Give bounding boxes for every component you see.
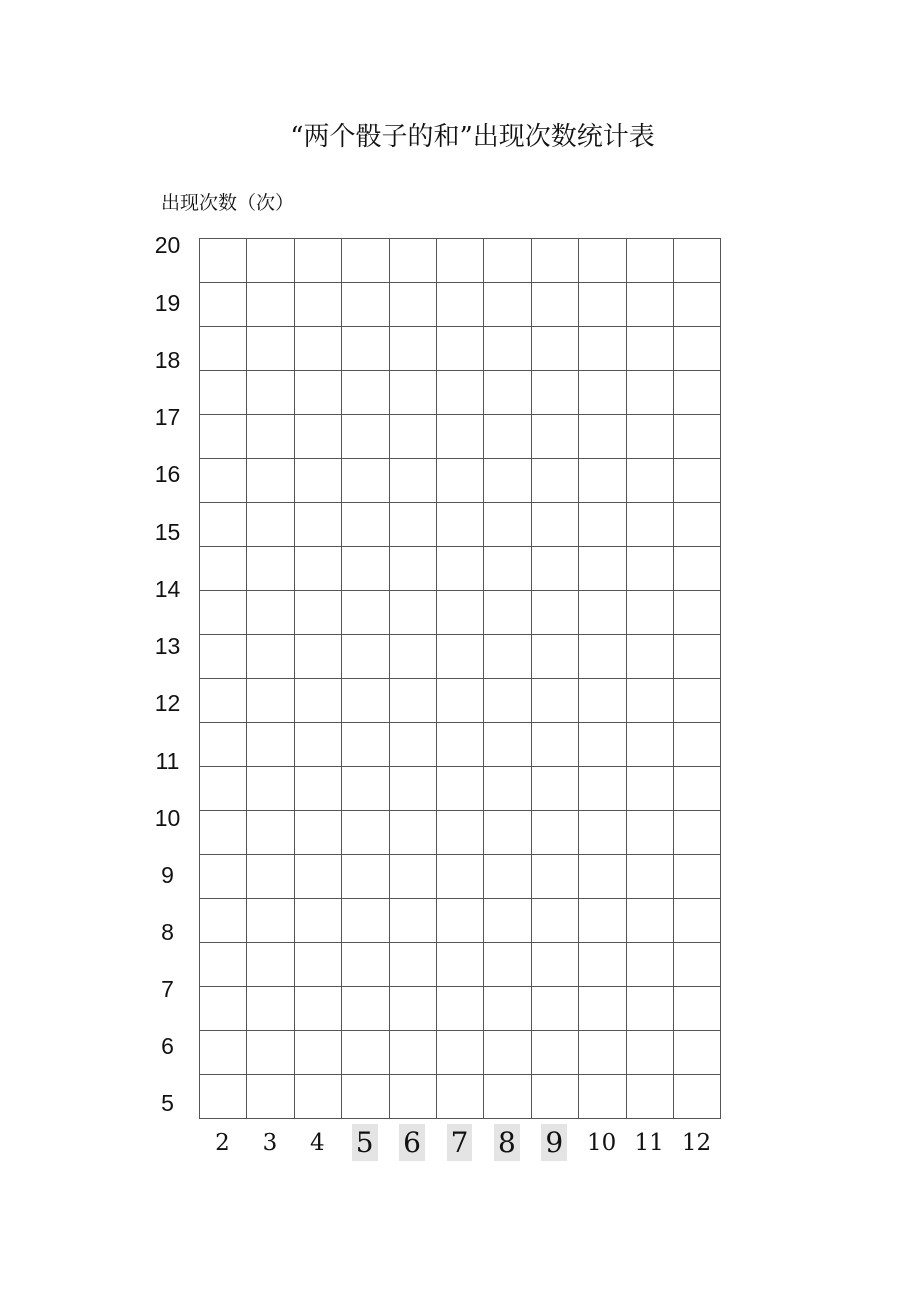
y-tick-label: 14 [154, 576, 181, 602]
grid-cell[interactable] [484, 547, 531, 591]
grid-row [200, 811, 721, 855]
grid-cell[interactable] [673, 767, 720, 811]
grid-cell[interactable] [389, 899, 436, 943]
grid-cell[interactable] [531, 239, 578, 283]
grid-cell[interactable] [342, 943, 389, 987]
grid-cell[interactable] [200, 371, 247, 415]
grid-cell[interactable] [673, 503, 720, 547]
grid-cell[interactable] [579, 1031, 626, 1075]
grid-cell[interactable] [200, 415, 247, 459]
grid-cell[interactable] [389, 371, 436, 415]
grid-cell[interactable] [579, 591, 626, 635]
grid-cell[interactable] [342, 899, 389, 943]
grid-cell[interactable] [294, 679, 341, 723]
grid-cell[interactable] [626, 459, 673, 503]
grid-cell[interactable] [294, 239, 341, 283]
grid-cell[interactable] [626, 679, 673, 723]
grid-cell[interactable] [342, 767, 389, 811]
x-tick-label [341, 1120, 388, 1166]
grid-cell[interactable] [294, 855, 341, 899]
grid-cell[interactable] [579, 327, 626, 371]
grid-row [200, 1031, 721, 1075]
grid-cell[interactable] [200, 943, 247, 987]
grid-row [200, 635, 721, 679]
grid-cell[interactable] [342, 503, 389, 547]
grid-cell[interactable] [673, 371, 720, 415]
grid-cell[interactable] [436, 239, 483, 283]
grid-cell[interactable] [247, 767, 294, 811]
grid-cell[interactable] [579, 1075, 626, 1119]
grid-row [200, 987, 721, 1031]
grid-cell[interactable] [436, 415, 483, 459]
grid-cell[interactable] [626, 547, 673, 591]
grid-cell[interactable] [436, 899, 483, 943]
grid-cell[interactable] [484, 591, 531, 635]
grid-cell[interactable] [247, 943, 294, 987]
grid-cell[interactable] [294, 811, 341, 855]
grid-cell[interactable] [579, 811, 626, 855]
grid-cell[interactable] [626, 371, 673, 415]
grid-cell[interactable] [531, 503, 578, 547]
x-tick-label [246, 1120, 293, 1166]
grid-cell[interactable] [200, 899, 247, 943]
grid-cell[interactable] [484, 723, 531, 767]
grid-cell[interactable] [247, 371, 294, 415]
y-tick-label: 9 [161, 862, 174, 888]
grid-cell[interactable] [294, 591, 341, 635]
grid-cell[interactable] [342, 415, 389, 459]
grid-cell[interactable] [200, 239, 247, 283]
grid-cell[interactable] [626, 327, 673, 371]
x-tick-text: 6 [399, 1124, 425, 1161]
grid-cell[interactable] [626, 591, 673, 635]
grid-cell[interactable] [436, 591, 483, 635]
grid-cell[interactable] [484, 811, 531, 855]
grid-cell[interactable] [673, 415, 720, 459]
x-tick-label [531, 1120, 578, 1166]
grid-cell[interactable] [531, 855, 578, 899]
grid-cell[interactable] [342, 283, 389, 327]
grid-cell[interactable] [200, 811, 247, 855]
grid-cell[interactable] [200, 1031, 247, 1075]
grid-cell[interactable] [579, 635, 626, 679]
grid-cell[interactable] [579, 987, 626, 1031]
grid-cell[interactable] [531, 767, 578, 811]
grid-cell[interactable] [531, 371, 578, 415]
grid-cell[interactable] [200, 723, 247, 767]
grid-cell[interactable] [247, 503, 294, 547]
grid-row [200, 855, 721, 899]
grid-cell[interactable] [531, 987, 578, 1031]
grid-row [200, 283, 721, 327]
y-tick-label: 19 [154, 290, 181, 316]
page-title: “两个骰子的和”出现次数统计表 [290, 122, 655, 152]
grid-cell[interactable] [484, 371, 531, 415]
x-axis-ticks [199, 1120, 720, 1170]
grid-cell[interactable] [200, 679, 247, 723]
grid-cell[interactable] [531, 811, 578, 855]
grid-cell[interactable] [484, 899, 531, 943]
grid-cell[interactable] [673, 1075, 720, 1119]
grid-cell[interactable] [626, 635, 673, 679]
grid-cell[interactable] [389, 283, 436, 327]
grid-cell[interactable] [342, 679, 389, 723]
grid-cell[interactable] [484, 635, 531, 679]
grid-cell[interactable] [294, 1031, 341, 1075]
grid-cell[interactable] [247, 723, 294, 767]
grid-cell[interactable] [342, 635, 389, 679]
grid-cell[interactable] [342, 1075, 389, 1119]
x-tick-label [578, 1120, 625, 1166]
grid-cell[interactable] [579, 239, 626, 283]
x-tick-text: 7 [447, 1124, 473, 1161]
grid-cell[interactable] [389, 635, 436, 679]
grid-cell[interactable] [484, 503, 531, 547]
grid-cell[interactable] [484, 1031, 531, 1075]
grid-cell[interactable] [626, 811, 673, 855]
grid-cell[interactable] [389, 679, 436, 723]
x-tick-label [673, 1120, 720, 1166]
grid-cell[interactable] [247, 415, 294, 459]
grid-cell[interactable] [294, 635, 341, 679]
grid-cell[interactable] [389, 987, 436, 1031]
grid-cell[interactable] [484, 327, 531, 371]
y-tick-label: 7 [161, 976, 174, 1002]
grid-cell[interactable] [436, 283, 483, 327]
grid-cell[interactable] [436, 987, 483, 1031]
grid-cell[interactable] [200, 547, 247, 591]
grid-cell[interactable] [579, 283, 626, 327]
grid-cell[interactable] [673, 899, 720, 943]
grid-cell[interactable] [673, 1031, 720, 1075]
grid-row [200, 679, 721, 723]
y-tick-label: 10 [154, 805, 181, 831]
y-axis-label: 出现次数（次） [161, 192, 295, 214]
grid-cell[interactable] [673, 679, 720, 723]
x-tick-label [436, 1120, 483, 1166]
grid-cell[interactable] [247, 855, 294, 899]
grid-cell[interactable] [200, 459, 247, 503]
grid-cell[interactable] [389, 767, 436, 811]
grid-cell[interactable] [294, 987, 341, 1031]
grid-cell[interactable] [626, 767, 673, 811]
grid-cell[interactable] [294, 283, 341, 327]
grid-cell[interactable] [484, 987, 531, 1031]
grid-cell[interactable] [294, 371, 341, 415]
y-tick-label: 11 [155, 748, 180, 774]
grid-cell[interactable] [200, 327, 247, 371]
grid-cell[interactable] [389, 547, 436, 591]
grid-cell[interactable] [436, 855, 483, 899]
grid-cell[interactable] [436, 679, 483, 723]
grid-cell[interactable] [294, 503, 341, 547]
grid-cell[interactable] [436, 1031, 483, 1075]
grid-cell[interactable] [200, 283, 247, 327]
grid-cell[interactable] [342, 1031, 389, 1075]
grid-cell[interactable] [579, 679, 626, 723]
grid-cell[interactable] [389, 1031, 436, 1075]
y-tick-label: 6 [161, 1033, 174, 1059]
y-tick-label: 18 [154, 347, 181, 373]
grid-row [200, 591, 721, 635]
y-tick-label: 20 [154, 232, 181, 258]
grid-cell[interactable] [531, 635, 578, 679]
grid-cell[interactable] [294, 459, 341, 503]
grid-cell[interactable] [200, 1075, 247, 1119]
grid-cell[interactable] [626, 415, 673, 459]
grid-cell[interactable] [436, 723, 483, 767]
grid-cell[interactable] [436, 547, 483, 591]
x-tick-text: 10 [587, 1130, 617, 1156]
grid-cell[interactable] [531, 327, 578, 371]
grid-cell[interactable] [200, 635, 247, 679]
grid-cell[interactable] [389, 415, 436, 459]
grid-cell[interactable] [531, 1075, 578, 1119]
grid-cell[interactable] [579, 371, 626, 415]
grid-cell[interactable] [342, 987, 389, 1031]
grid-cell[interactable] [247, 459, 294, 503]
x-tick-text: 5 [352, 1124, 378, 1161]
grid-cell[interactable] [389, 327, 436, 371]
grid-cell[interactable] [436, 943, 483, 987]
grid-cell[interactable] [579, 503, 626, 547]
x-tick-text: 4 [309, 1130, 325, 1156]
y-tick-label: 13 [154, 633, 181, 659]
grid-cell[interactable] [531, 283, 578, 327]
grid-cell[interactable] [294, 1075, 341, 1119]
grid-cell[interactable] [626, 1031, 673, 1075]
grid-cell[interactable] [389, 723, 436, 767]
grid-cell[interactable] [436, 1075, 483, 1119]
grid-cell[interactable] [673, 943, 720, 987]
grid-cell[interactable] [436, 327, 483, 371]
grid-cell[interactable] [294, 547, 341, 591]
grid-cell[interactable] [484, 767, 531, 811]
grid-cell[interactable] [673, 723, 720, 767]
grid-cell[interactable] [531, 591, 578, 635]
grid-cell[interactable] [531, 943, 578, 987]
grid-cell[interactable] [342, 239, 389, 283]
grid-cell[interactable] [247, 1031, 294, 1075]
x-tick-text: 12 [681, 1130, 712, 1156]
grid-cell[interactable] [200, 591, 247, 635]
grid-cell[interactable] [247, 635, 294, 679]
grid-cell[interactable] [436, 503, 483, 547]
x-tick-text: 9 [541, 1124, 567, 1161]
grid-cell[interactable] [673, 987, 720, 1031]
grid-cell[interactable] [389, 855, 436, 899]
grid-cell[interactable] [247, 327, 294, 371]
grid-cell[interactable] [579, 547, 626, 591]
grid-cell[interactable] [436, 459, 483, 503]
y-tick-label: 12 [154, 690, 181, 716]
grid-cell[interactable] [626, 899, 673, 943]
grid-cell[interactable] [294, 327, 341, 371]
grid-cell[interactable] [579, 415, 626, 459]
grid-row [200, 899, 721, 943]
grid-cell[interactable] [389, 1075, 436, 1119]
grid-cell[interactable] [484, 415, 531, 459]
grid-cell[interactable] [436, 811, 483, 855]
grid-row [200, 371, 721, 415]
grid-cell[interactable] [626, 855, 673, 899]
grid-cell[interactable] [626, 239, 673, 283]
grid-cell[interactable] [247, 811, 294, 855]
grid-cell[interactable] [247, 1075, 294, 1119]
grid-cell[interactable] [389, 459, 436, 503]
grid-cell[interactable] [484, 855, 531, 899]
grid-row [200, 547, 721, 591]
grid-cell[interactable] [294, 415, 341, 459]
grid-cell[interactable] [531, 1031, 578, 1075]
grid-cell[interactable] [626, 987, 673, 1031]
grid-cell[interactable] [247, 679, 294, 723]
grid-cell[interactable] [673, 547, 720, 591]
grid-cell[interactable] [389, 503, 436, 547]
y-tick-label: 15 [154, 519, 181, 545]
grid-row [200, 1075, 721, 1119]
grid-cell[interactable] [389, 943, 436, 987]
x-tick-label [389, 1120, 436, 1166]
grid-cell[interactable] [389, 811, 436, 855]
grid-cell[interactable] [436, 635, 483, 679]
grid-cell[interactable] [484, 679, 531, 723]
grid-cell[interactable] [294, 767, 341, 811]
x-tick-text: 2 [215, 1130, 230, 1156]
grid-cell[interactable] [579, 943, 626, 987]
grid-cell[interactable] [673, 591, 720, 635]
grid-cell[interactable] [342, 547, 389, 591]
grid-cell[interactable] [200, 503, 247, 547]
grid-cell[interactable] [436, 371, 483, 415]
y-tick-label: 5 [161, 1090, 174, 1116]
x-tick-text: 11 [634, 1130, 664, 1156]
grid-cell[interactable] [673, 239, 720, 283]
grid-cell[interactable] [673, 811, 720, 855]
grid-cell[interactable] [342, 855, 389, 899]
grid-cell[interactable] [579, 767, 626, 811]
grid-cell[interactable] [626, 503, 673, 547]
grid-cell[interactable] [484, 943, 531, 987]
grid-row [200, 239, 721, 283]
grid-cell[interactable] [484, 1075, 531, 1119]
grid-cell[interactable] [673, 327, 720, 371]
y-tick-label: 16 [154, 461, 181, 487]
grid-cell[interactable] [294, 723, 341, 767]
grid-cell[interactable] [200, 987, 247, 1031]
y-tick-label: 8 [161, 919, 174, 945]
grid-row [200, 327, 721, 371]
grid-cell[interactable] [247, 591, 294, 635]
grid-cell[interactable] [579, 459, 626, 503]
grid-cell[interactable] [531, 679, 578, 723]
tally-grid [199, 238, 721, 1119]
grid-cell[interactable] [247, 899, 294, 943]
x-tick-text: 8 [494, 1124, 520, 1161]
grid-row [200, 459, 721, 503]
grid-cell[interactable] [626, 283, 673, 327]
grid-cell[interactable] [484, 283, 531, 327]
grid-cell[interactable] [579, 899, 626, 943]
grid-cell[interactable] [389, 591, 436, 635]
grid-cell[interactable] [673, 283, 720, 327]
grid-cell[interactable] [247, 987, 294, 1031]
grid-cell[interactable] [673, 459, 720, 503]
grid-cell[interactable] [294, 899, 341, 943]
grid-cell[interactable] [342, 811, 389, 855]
grid-row [200, 503, 721, 547]
grid-cell[interactable] [436, 767, 483, 811]
grid-cell[interactable] [673, 855, 720, 899]
x-tick-label [199, 1120, 246, 1166]
grid-cell[interactable] [531, 899, 578, 943]
grid-cell[interactable] [484, 459, 531, 503]
grid-cell[interactable] [342, 371, 389, 415]
grid-cell[interactable] [342, 459, 389, 503]
grid-cell[interactable] [531, 415, 578, 459]
grid-cell[interactable] [342, 591, 389, 635]
x-tick-label [483, 1120, 530, 1166]
grid-row [200, 723, 721, 767]
grid-cell[interactable] [342, 327, 389, 371]
grid-row [200, 415, 721, 459]
grid-cell[interactable] [626, 1075, 673, 1119]
grid-cell[interactable] [626, 723, 673, 767]
x-tick-label [626, 1120, 673, 1166]
grid-cell[interactable] [626, 943, 673, 987]
grid-cell[interactable] [200, 855, 247, 899]
grid-row [200, 767, 721, 811]
grid-cell[interactable] [579, 723, 626, 767]
grid-cell[interactable] [247, 283, 294, 327]
y-axis-ticks [140, 0, 195, 1302]
grid-cell[interactable] [531, 459, 578, 503]
x-tick-text: 3 [262, 1130, 278, 1156]
grid-cell[interactable] [579, 855, 626, 899]
grid-cell[interactable] [531, 723, 578, 767]
grid-cell[interactable] [531, 547, 578, 591]
grid-cell[interactable] [342, 723, 389, 767]
grid-cell[interactable] [389, 239, 436, 283]
grid-cell[interactable] [200, 767, 247, 811]
grid-row [200, 943, 721, 987]
grid-cell[interactable] [484, 239, 531, 283]
grid-cell[interactable] [294, 943, 341, 987]
grid-cell[interactable] [247, 547, 294, 591]
grid-cell[interactable] [247, 239, 294, 283]
x-tick-label [294, 1120, 341, 1166]
grid-cell[interactable] [673, 635, 720, 679]
y-tick-label: 17 [154, 404, 181, 430]
